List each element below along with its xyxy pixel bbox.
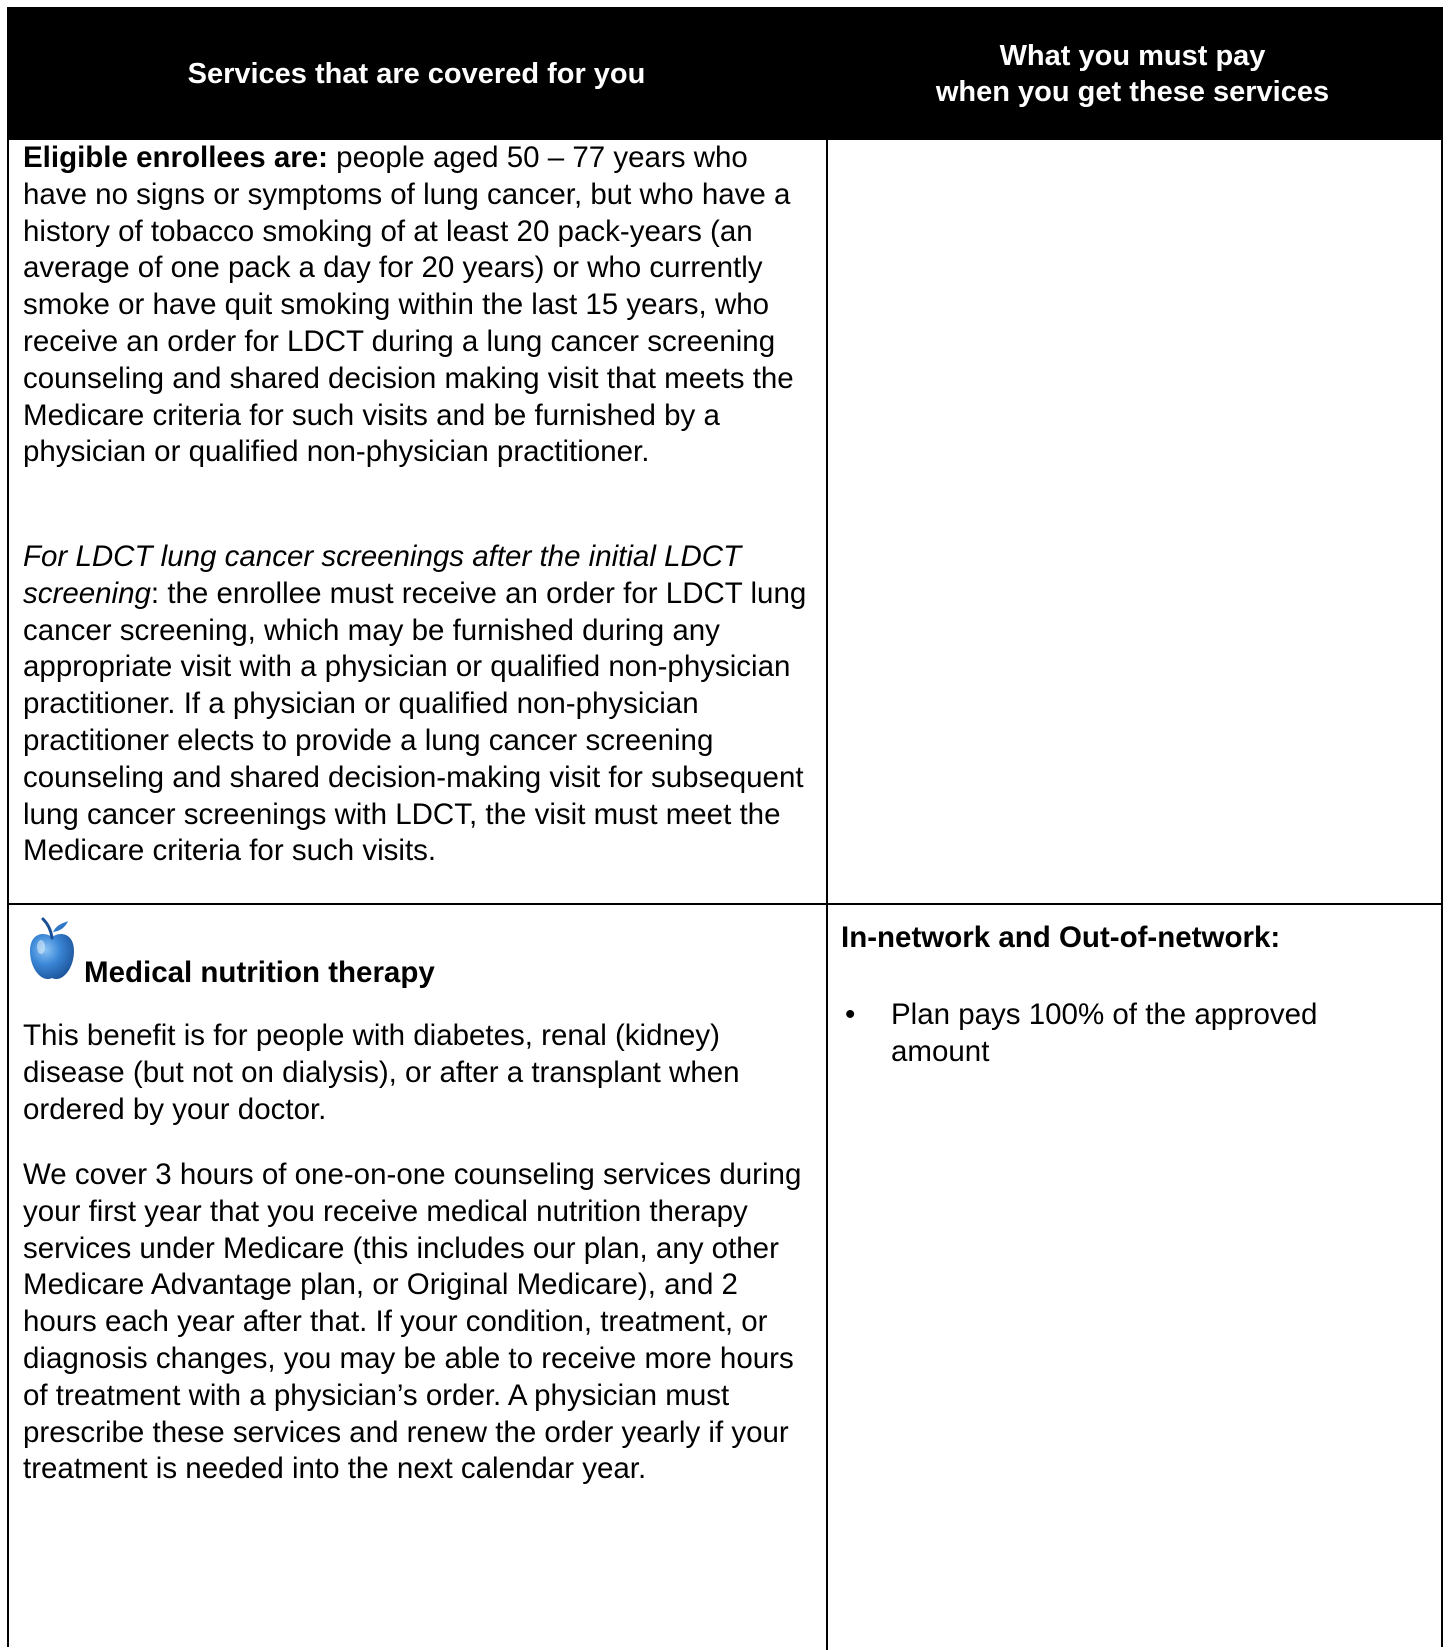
table-header [9, 7, 1441, 140]
header-services-label: Services that are covered for you [187, 57, 646, 90]
header-pay-line1: What you must pay [999, 39, 1266, 72]
subsequent-screening-label: For LDCT lung cancer screenings after the initial LDCT screening [23, 540, 742, 610]
bullet-icon: • [845, 998, 856, 1031]
nutrition-paragraph-2: We cover 3 hours of one-on-one counseling services during your first year that you receive medical nutrition therapy services under Medicare (this includes our plan, any other Medicare Advantage plan, or Original Medicare), and 2 hours each year after that. If your condition, treatment, or diagnosis changes, you may be able to receive more hours of treatment with a physician’s order. A physician must prescribe these services and renew the order yearly if your treatment is needed into the next calendar year. [23, 1158, 802, 1486]
bullet-text: Plan pays 100% of the approved amount [891, 998, 1318, 1068]
subsequent-screening-paragraph [23, 539, 818, 870]
header-services-covered [9, 7, 824, 140]
nutrition-paragraph-1: This benefit is for people with diabetes, renal (kidney) disease (but not on dialysis), or after a transplant when ordered by your doctor. [23, 1019, 740, 1126]
benefits-table [7, 7, 1443, 1647]
eligible-enrollees-paragraph [23, 140, 818, 471]
header-pay-line2: when you get these services [935, 75, 1330, 108]
service-title: Medical nutrition therapy [84, 956, 435, 989]
subsequent-screening-text: : the enrollee must receive an order for LDCT lung cancer screening, which may be furnished during any appropriate visit with a physician or qualified non-physician practitioner. If a physician or qualified non-physician practitioner elects to provide a lung cancer screening counseling and shared decision-making visit for subsequent lung cancer screenings with LDCT, the visit must meet the Medicare criteria for such visits. [23, 576, 807, 868]
apple-icon [26, 915, 78, 985]
header-pay-label [936, 38, 1329, 110]
eligible-enrollees-label: Eligible enrollees are: [23, 141, 328, 174]
header-what-you-pay [824, 7, 1441, 140]
column-divider [826, 140, 828, 1650]
eligible-enrollees-text: people aged 50 – 77 years who have no signs or symptoms of lung cancer, but who have a history of tobacco smoking of at least 20 pack-years (an average of one pack a day for 20 years) or who currently smoke or have quit smoking within the last 15 years, who receive an order for LDCT during a lung cancer screening counseling and shared decision making visit that meets the Medicare criteria for such visits and be furnished by a physician or qualified non-physician practitioner. [23, 141, 794, 469]
network-label: In-network and Out-of-network: [841, 921, 1281, 954]
row-divider [9, 903, 1441, 905]
